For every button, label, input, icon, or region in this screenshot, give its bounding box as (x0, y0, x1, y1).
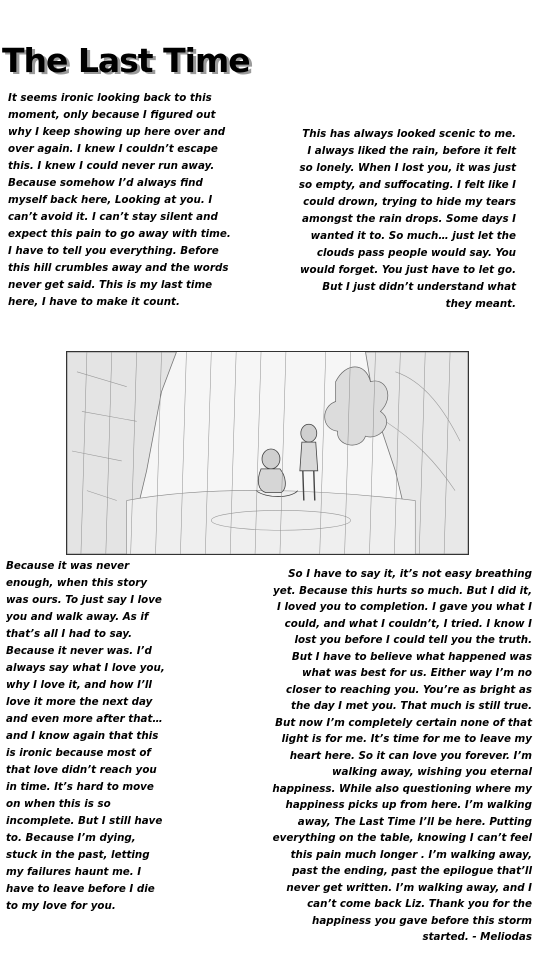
page-title: The Last Time (2, 41, 250, 80)
paragraph-walking-away: So I have to say it, it’s not easy breathing yet. Because this hurts so much. But I did it, I loved you to completion. I gave you what I could, and what I couldn’t, I tried. I know I lost you before I could tell you the truth. But I have to believe what happened was what was best for us. Either way I’m no closer to reaching you. You’re as bright as the day I met you. That much is still true. But now I’m completely certain none of that light is for me. It’s time for me to leave my heart here. So it can love you forever. I’m walking away, wishing you eternal happiness. While also questioning where my happiness picks up from here. I’m walking away, The Last Time I’ll be here. Putting everything on the table, knowing I can’t feel this pain much longer . I’m walking away, past the ending, past the epilogue that’ll never get written. I’m walking away, and I can’t come back Liz. Thank you for the happiness you gave before this storm started. - Meliodas (272, 568, 532, 943)
manga-rain-scene-illustration (66, 351, 469, 555)
paragraph-rain: This has always looked scenic to me. I always liked the rain, before it felt so lonely. When I lost you, it was just so empty, and suffocating. I felt like I could drown, trying to hide my tears amongst the rain drops. Some days I wanted it to. So much… just let the clouds pass people would say. You would forget. You just have to let go. But I just didn’t understand what they meant. (298, 128, 516, 310)
paragraph-intro: It seems ironic looking back to this moment, only because I figured out why I keep showing up here over and over again. I knew I couldn’t escape this. I knew I could never run away. Because somehow I’d always find myself back here, Looking at you. I can’t avoid it. I can’t stay silent and expect this pain to go away with time. I have to tell you everything. Before this hill crumbles away and the words never get said. This is my last time here, I have to make it count. (8, 92, 231, 308)
paragraph-never-enough: Because it was never enough, when this story was ours. To just say I love you and walk away. As if that’s all I had to say. Because it never was. I’d always say what I love you, why I love it, and how I’ll love it more the next day and even more after that… and I know again that this is ironic because most of that love didn’t reach you in time. It’s hard to move on when this is so incomplete. But I still have to. Because I’m dying, stuck in the past, letting my failures haunt me. I have to leave before I die to my love for you. (6, 560, 165, 912)
